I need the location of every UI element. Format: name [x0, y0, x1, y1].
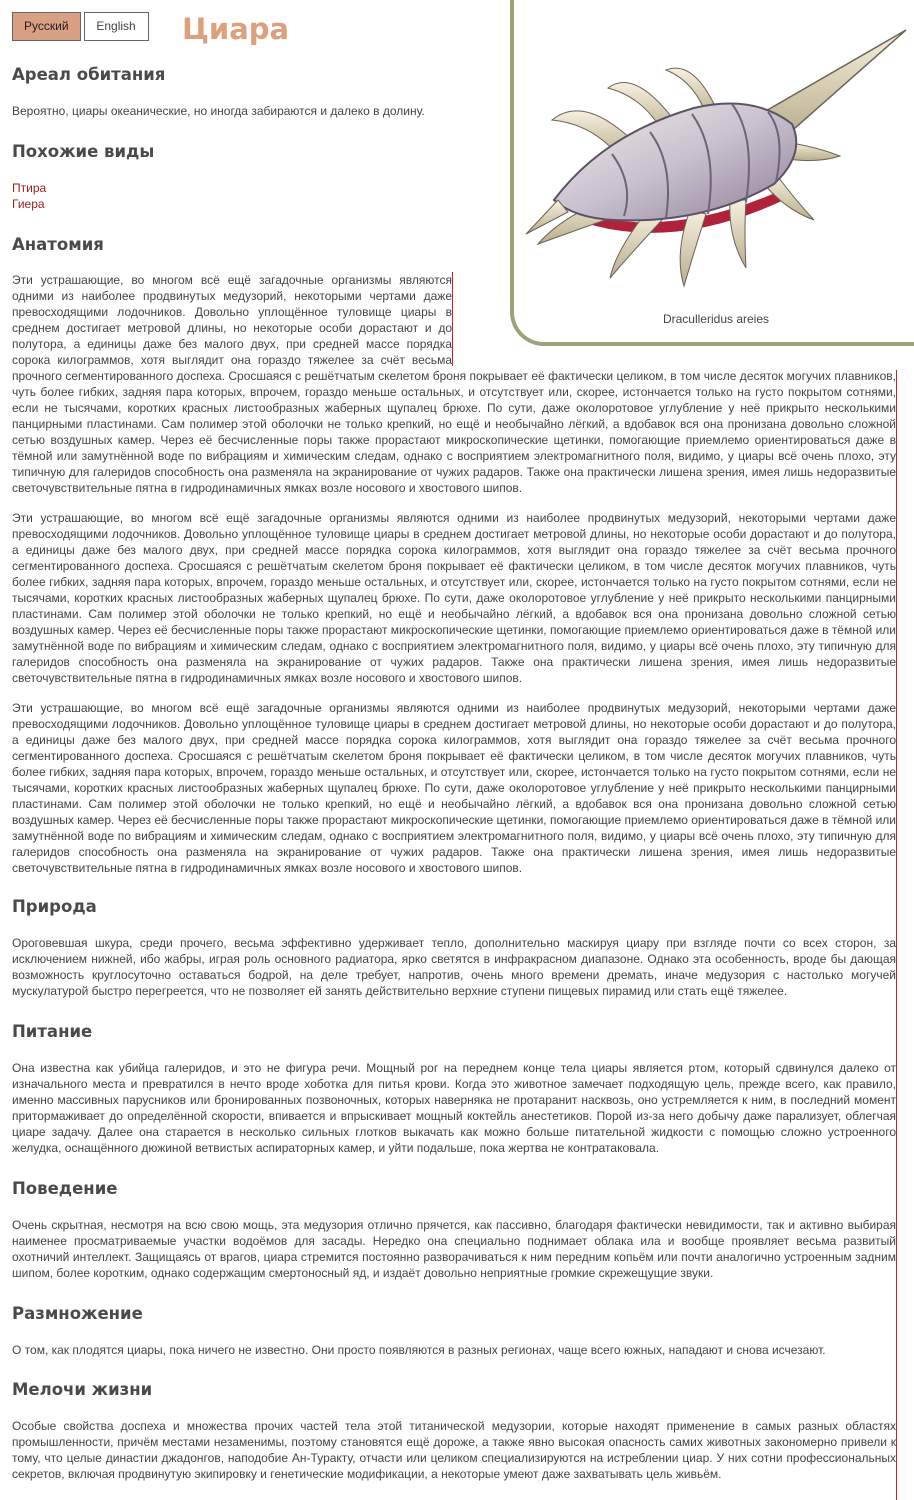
link-giera[interactable]: Гиера: [12, 197, 45, 211]
creature-illustration: [524, 24, 914, 294]
similar-species-list: [12, 180, 46, 212]
anatomy-paragraph-3: Эти устрашающие, во многом всё ещё загадочные организмы являются одними из наиболее продвинутых медузорий, некоторыми чертами даже превосходящими лодочников. Довольно уплощённое туловище циары в среднем достигает метровой длины, но некоторые особи дорастают и до полутора, а единицы даже без малого двух, при средней массе порядка сорока килограммов, хотя выглядит она гораздо тяжелее за счёт весьма прочного сегментированного доспеха. Сросшаяся с решётчатым скелетом броня покрывает её фактически целиком, в том числе десяток могучих плавников, чуть более гибких, задняя пара которых, впрочем, гораздо меньше остальных, и отсутствует или, скорее, истончается только на густо покрытом сотнями, если не тысячами, коротких красных листообразных жаберных щупалец брюхе. По сути, даже околоротовое углубление у неё прикрыто несколькими панцирными пластинами. Сам полимер этой оболочки не только крепкий, но ещё и необычайно лёгкий, а вдобавок вся она пронизана довольно сложной сетью воздушных камер. Через её бесчисленные поры также прорастают микроскопические щетинки, помогающие приемлемо ориентироваться даже в тёмной или замутнённой воде по вибрациям и химическим следам, однако с восприятием электромагнитного поля, видимо, у циары всё очень плохо, эту типичную для галеридов способность она разменяла на экранирование от чужих радаров. Также она практически лишена зрения, имея лишь недоразвитые светочувствительные пятна в гидродинамичных ямках возле носового и хвостового шипов.: [12, 701, 896, 875]
heading-similar-species: Похожие виды: [12, 142, 155, 161]
heading-habitat: Ареал обитания: [12, 65, 166, 84]
food-text: Она известна как убийца галеридов, и это не фигура речи. Мощный рог на переднем конце тела циары является ртом, который сдвинулся далеко от изначального места и превратился в нечто вроде хоботка для питья крови. Когда это животное замечает подходящую цель, прежде всего, как правило, именно массивных парусников или бронированных позвоночных, которых наверняка не протаранит насквозь, оно устремляется к ним, в последний момент притормаживает до определённой скорости, впивается и впрыскивает мощный коктейль анестетиков. Порой из-за него добычу даже парализует, облегчая циаре задачу. Далее она старается в несколько сильных глотков выкачать как можно больше питательной жидкости с помощью сложно устроенного желудка, оснащённого дюжиной ветвистых аспираторных камер, и уйти подальше, пока жертва не контратаковала.: [12, 1061, 896, 1155]
anatomy-section: [12, 272, 896, 876]
guide-line-inline: [452, 272, 453, 366]
nature-text: Ороговевшая шкура, среди прочего, весьма эффективно удерживает тепло, дополнительно маскируя циару при взгляде почти со всех сторон, за исключением нижней, ибо жабры, играя роль основного радиатора, ярко светятся в инфракрасном диапазоне. Однако эта особенность, вроде бы дающая возможность круглосуточно оставаться бодрой, на деле требует, напротив, очень много времени дремать, иначе медузория с настолько могучей мускулатурой быстро перегреется, что не позволяет ей занять действительно верхние ступени пищевых пирамид или стать ещё тяжелее.: [12, 936, 896, 998]
anatomy-paragraph-2: Эти устрашающие, во многом всё ещё загадочные организмы являются одними из наиболее продвинутых медузорий, некоторыми чертами даже превосходящими лодочников. Довольно уплощённое туловище циары в среднем достигает метровой длины, но некоторые особи дорастают и до полутора, а единицы даже без малого двух, при средней массе порядка сорока килограммов, хотя выглядит она гораздо тяжелее за счёт весьма прочного сегментированного доспеха. Сросшаяся с решётчатым скелетом броня покрывает её фактически целиком, в том числе десяток могучих плавников, чуть более гибких, задняя пара которых, впрочем, гораздо меньше остальных, и отсутствует или, скорее, истончается только на густо покрытом сотнями, если не тысячами, коротких красных листообразных жаберных щупалец брюхе. По сути, даже околоротовое углубление у неё прикрыто несколькими панцирными пластинами. Сам полимер этой оболочки не только крепкий, но ещё и необычайно лёгкий, а вдобавок вся она пронизана довольно сложной сетью воздушных камер. Через её бесчисленные поры также прорастают микроскопические щетинки, помогающие приемлемо ориентироваться даже в тёмной или замутнённой воде по вибрациям и химическим следам, однако с восприятием электромагнитного поля, видимо, у циары всё очень плохо, эту типичную для галеридов способность она разменяла на экранирование от чужих радаров. Также она практически лишена зрения, имея лишь недоразвитые светочувствительные пятна в гидродинамичных ямках возле носового и хвостового шипов.: [12, 511, 896, 685]
heading-behavior: Поведение: [12, 1179, 118, 1198]
heading-reproduction: Размножение: [12, 1304, 143, 1323]
link-ptira[interactable]: Птира: [12, 181, 47, 195]
heading-anatomy: Анатомия: [12, 235, 104, 254]
lang-ru-button[interactable]: Русский: [12, 12, 81, 41]
heading-trivia: Мелочи жизни: [12, 1380, 153, 1399]
species-figure: [510, 0, 914, 346]
figure-caption: Draculleridus areies: [662, 312, 770, 326]
lang-en-button[interactable]: English: [84, 12, 149, 41]
heading-nature: Природа: [12, 897, 97, 916]
anatomy-paragraph-1: Эти устрашающие, во многом всё ещё загадочные организмы являются одними из наиболее продвинутых медузорий, некоторыми чертами даже превосходящими лодочников. Довольно уплощённое туловище циары в среднем достигает метровой длины, но некоторые особи дорастают и до полутора, а единицы даже без малого двух, при средней массе порядка сорока килограммов, хотя выглядит она гораздо тяжелее за счёт весьма прочного сегментированного доспеха. Сросшаяся с решётчатым скелетом броня покрывает её фактически целиком, в том числе десяток могучих плавников, чуть более гибких, задняя пара которых, впрочем, гораздо меньше остальных, и отсутствует или, скорее, истончается только на густо покрытом сотнями, если не тысячами, коротких красных листообразных жаберных щупалец брюхе. По сути, даже околоротовое углубление у неё прикрыто несколькими панцирными пластинами. Сам полимер этой оболочки не только крепкий, но ещё и необычайно лёгкий, а вдобавок вся она пронизана довольно сложной сетью воздушных камер. Через её бесчисленные поры также прорастают микроскопические щетинки, помогающие приемлемо ориентироваться даже в тёмной или замутнённой воде по вибрациям и химическим следам, однако с восприятием электромагнитного поля, видимо, у циары всё очень плохо, эту типичную для галеридов способность она разменяла на экранирование от чужих радаров. Также она практически лишена зрения, имея лишь недоразвитые светочувствительные пятна в гидродинамичных ямках возле носового и хвостового шипов.: [12, 273, 896, 495]
heading-food: Питание: [12, 1022, 93, 1041]
reproduction-text: О том, как плодятся циары, пока ничего не известно. Они просто появляются в разных регионах, чаще всего южных, нападают и снова исчезают.: [12, 1343, 826, 1357]
trivia-text: Особые свойства доспеха и множества прочих частей тела этой титанической медузории, которые находят применение в самых разных областях промышленности, причём местами незаменимы, поэтому становятся ещё дороже, а также явно высокая опасность самих животных закономерно привели к тому, что целые династии джадонгов, наподобие Ан-Туракту, отчасти или целиком специализируются на истреблении циар. У них сотни профессиональных секретов, включая продвинутую экипировку и генетические модификации, а некоторые умеют даже захватывать цель живьём.: [12, 1419, 896, 1481]
habitat-text: Вероятно, циары океанические, но иногда забираются и далеко в долину.: [12, 104, 425, 118]
language-switcher: [12, 12, 149, 41]
behavior-text: Очень скрытная, несмотря на всю свою мощь, эта медузория отлично прячется, как пассивно, благодаря фактически невидимости, так и активно выбирая наименее просматриваемые участки водоёмов для засады. Нередко она специально поднимает облака ила и вообще проявляет весьма развитый охотничий интеллект. Защищаясь от врагов, циара стремится постоянно разворачиваться к ним передним копьём или почти аналогично устроенным задним шипом, более коротким, однако содержащим смертоносный яд, и издаёт довольно неприятные громкие скрежещущие звуки.: [12, 1218, 896, 1280]
guide-line-right: [896, 370, 897, 1500]
page-title: Циара: [182, 12, 290, 46]
